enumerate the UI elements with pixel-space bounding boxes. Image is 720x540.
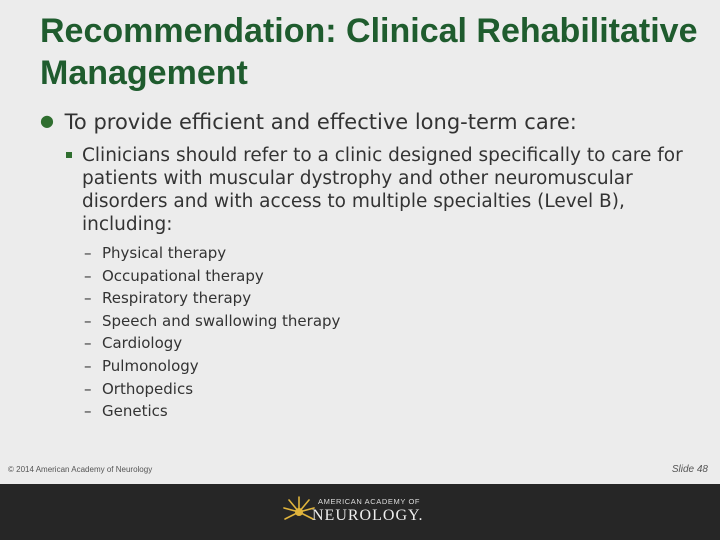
aan-logo [282, 493, 442, 533]
dash-icon: – [84, 334, 92, 353]
bullet-level-1 [40, 108, 577, 138]
list-item: – Pulmonology [84, 355, 340, 378]
dash-icon: – [84, 311, 92, 330]
list-item: – Respiratory therapy [84, 287, 340, 310]
list-item: – Occupational therapy [84, 265, 340, 288]
list-item: – Physical therapy [84, 242, 340, 265]
list-item: – Cardiology [84, 332, 340, 355]
dash-icon: – [84, 356, 92, 375]
dash-icon: – [84, 289, 92, 308]
copyright-notice: © 2014 American Academy of Neurology [8, 465, 153, 474]
list-item: – Speech and swallowing therapy [84, 310, 340, 333]
bullet-dot-icon: ● [40, 111, 54, 130]
dash-icon: – [84, 379, 92, 398]
slide-title: Recommendation: Clinical Rehabilitative Management [40, 12, 698, 92]
bullet-level-2-text: Clinicians should refer to a clinic designed specifically to care for patients with muscular dystrophy and other neuromuscular disorders and with access to multiple specialties (Level B), including: [82, 145, 683, 235]
bullet-level-2 [66, 144, 686, 236]
starburst-logo-icon [282, 495, 316, 529]
dash-icon: – [84, 266, 92, 285]
slide-number: Slide 48 [671, 464, 708, 475]
list-item: – Orthopedics [84, 378, 340, 401]
logo-text-line2: NEUROLOGY. [312, 507, 424, 524]
list-item: – Genetics [84, 400, 340, 423]
logo-text-line1: AMERICAN ACADEMY OF [318, 497, 421, 506]
dash-icon: – [84, 244, 92, 262]
specialties-list [84, 242, 340, 423]
square-bullet-icon [66, 152, 72, 158]
bullet-level-1-text: To provide efficient and effective long-term care: [64, 110, 577, 134]
dash-icon: – [84, 402, 92, 421]
